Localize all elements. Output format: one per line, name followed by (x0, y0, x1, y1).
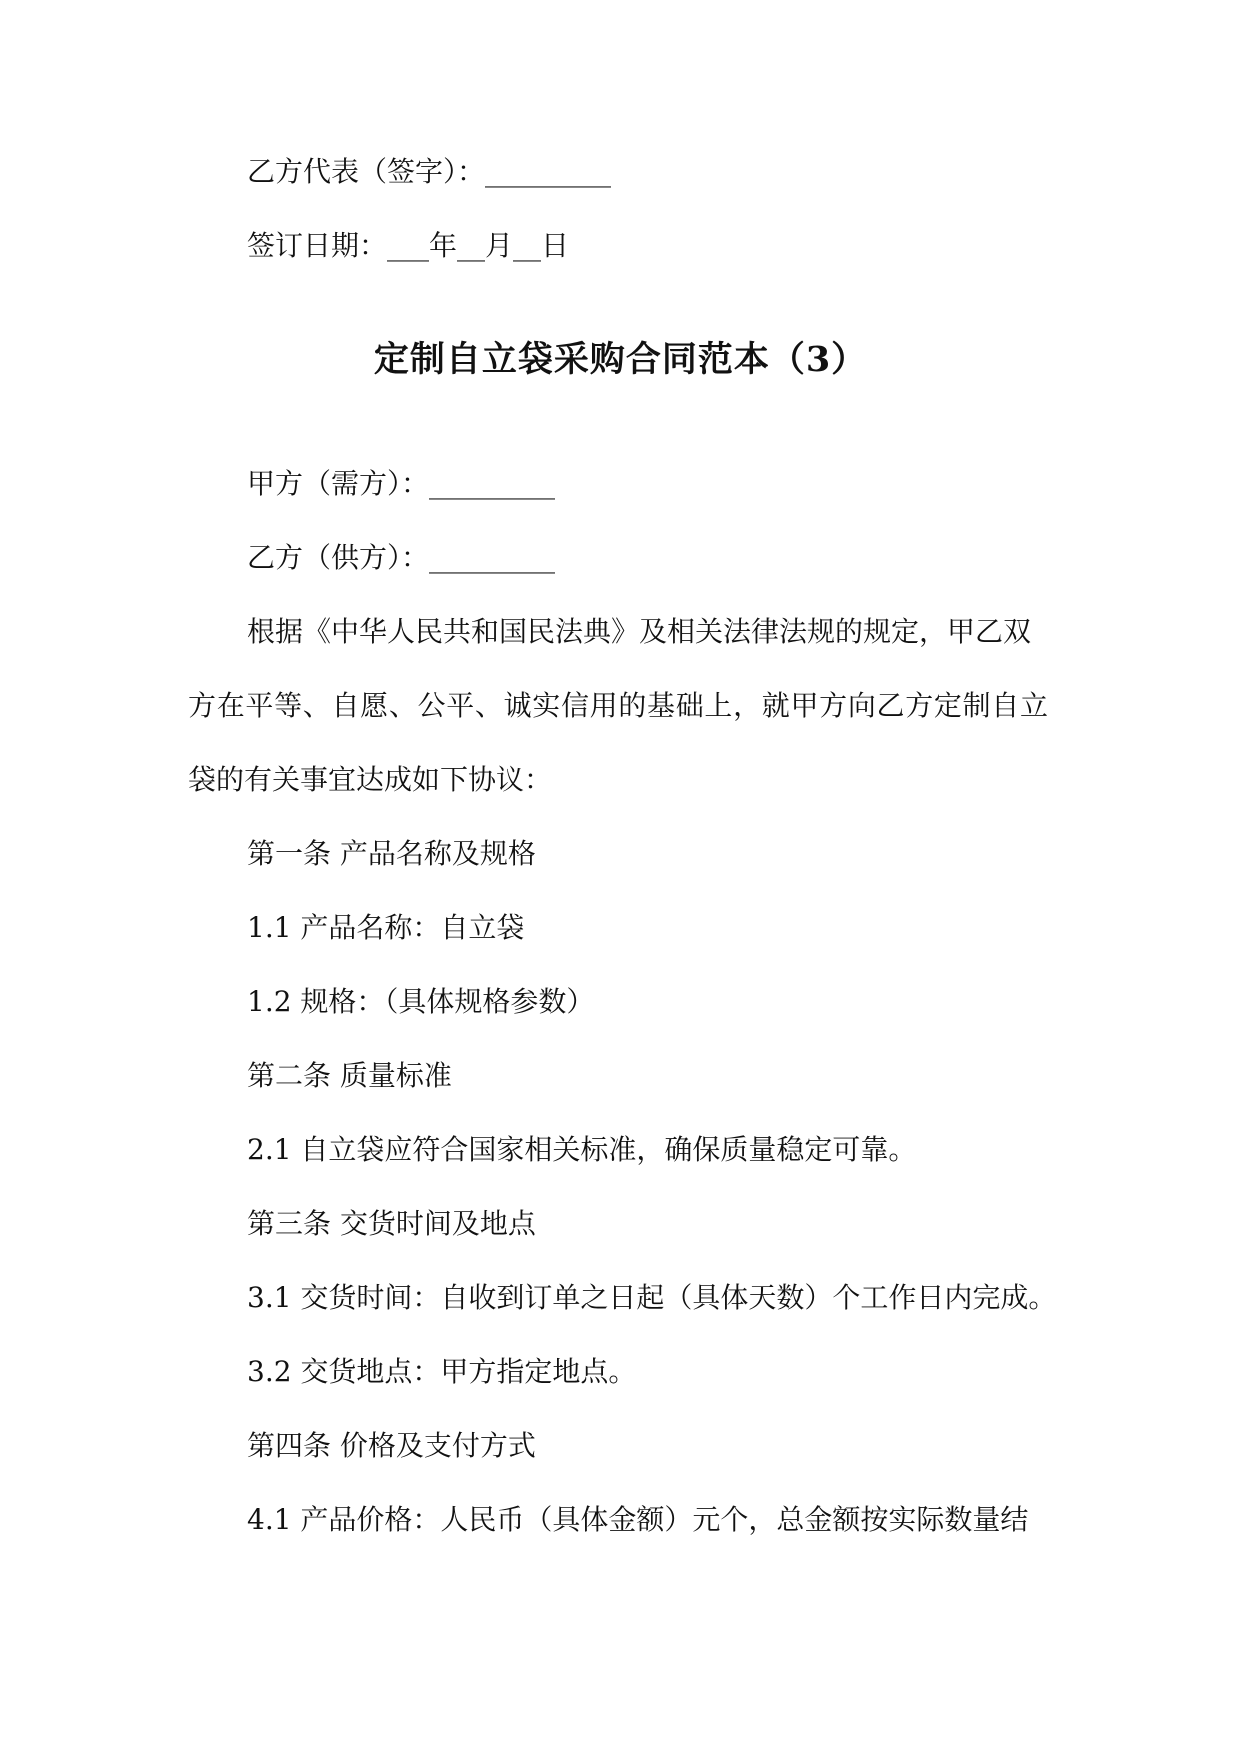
article-1-heading: 第一条 产品名称及规格 (247, 837, 536, 870)
party-a-line: 甲方（需方）：_________ (247, 467, 556, 500)
article-3-2: 3.2 交货地点：甲方指定地点。 (247, 1355, 637, 1388)
party-b-line: 乙方（供方）：_________ (247, 541, 556, 574)
intro-paragraph-line-3: 袋的有关事宜达成如下协议： (188, 763, 553, 796)
article-2-1: 2.1 自立袋应符合国家相关标准，确保质量稳定可靠。 (247, 1133, 917, 1166)
intro-paragraph-line-2: 方在平等、自愿、公平、诚实信用的基础上，就甲方向乙方定制自立 (188, 689, 1048, 722)
article-3-1: 3.1 交货时间：自收到订单之日起（具体天数）个工作日内完成。 (247, 1281, 1057, 1314)
article-4-heading: 第四条 价格及支付方式 (247, 1429, 536, 1462)
article-4-1: 4.1 产品价格：人民币（具体金额）元个，总金额按实际数量结 (247, 1503, 1029, 1536)
article-1-2: 1.2 规格：（具体规格参数） (247, 985, 595, 1018)
party-b-representative-signature: 乙方代表（签字）：_________ (247, 155, 612, 188)
contract-title: 定制自立袋采购合同范本（3） (373, 339, 868, 380)
article-2-heading: 第二条 质量标准 (247, 1059, 452, 1092)
article-1-1: 1.1 产品名称：自立袋 (247, 911, 525, 944)
article-3-heading: 第三条 交货时间及地点 (247, 1207, 536, 1240)
signing-date: 签订日期：___年__月__日 (247, 229, 570, 262)
intro-paragraph-line-1: 根据《中华人民共和国民法典》及相关法律法规的规定，甲乙双 (247, 615, 1032, 648)
